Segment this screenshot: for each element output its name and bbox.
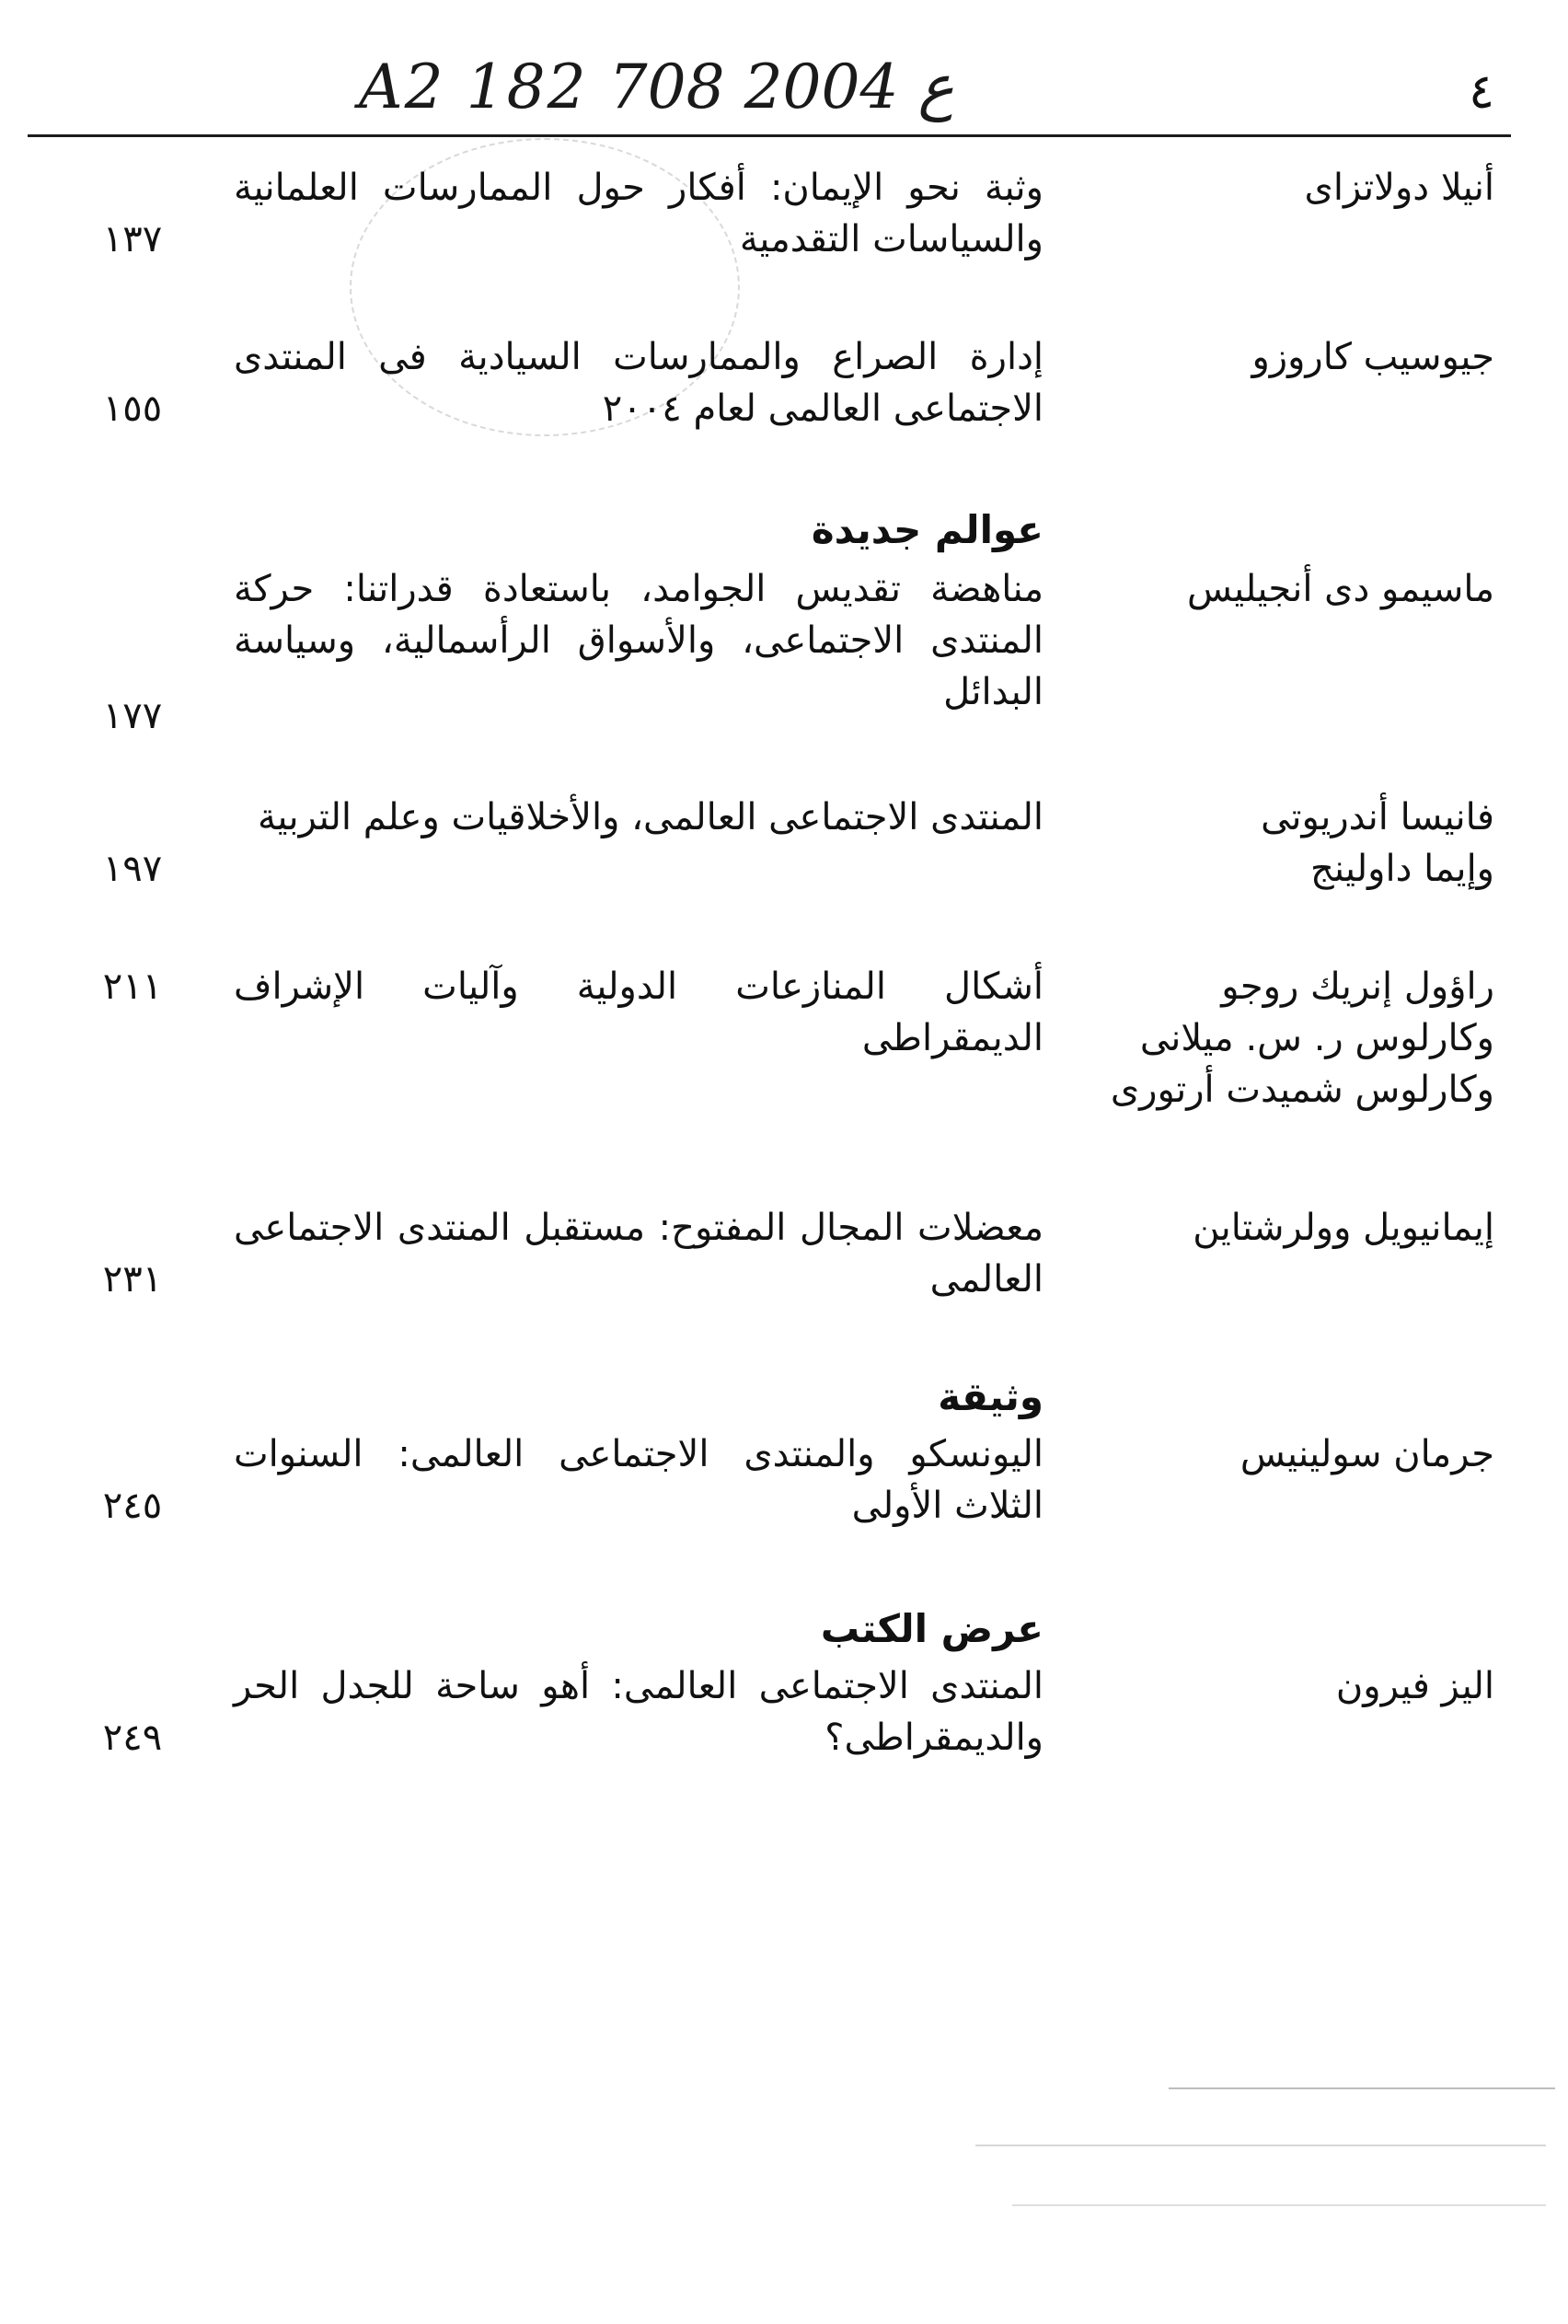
toc-author: ماسيمو دى أنجيليس xyxy=(1187,568,1494,610)
toc-entry xyxy=(59,331,1494,430)
toc-title: أشكال المنازعات الدولية وآليات الإشراف الديمقراطى xyxy=(234,965,1043,1059)
toc-page-number: ٢٤٩ xyxy=(102,1717,163,1759)
scan-artifact-line xyxy=(1169,2087,1555,2089)
page-number: ٤ xyxy=(1469,64,1494,120)
scan-artifact-line xyxy=(1012,2204,1546,2206)
toc-entry xyxy=(59,1428,1494,1527)
toc-author: راؤول إنريك روجو وكارلوس ر. س. ميلانى وكارلوس شميدت أرتورى xyxy=(1110,965,1494,1111)
toc-page-number: ١٩٧ xyxy=(102,848,163,890)
toc-entry xyxy=(59,1660,1494,1759)
toc-entry xyxy=(59,961,1494,1111)
toc-page-number: ١٧٧ xyxy=(102,695,163,737)
section-heading-document: وثيقة xyxy=(938,1374,1043,1419)
toc-title: المنتدى الاجتماعى العالمى: أهو ساحة للجدل الحر والديمقراطى؟ xyxy=(234,1665,1043,1759)
handwritten-catalog-note: A2 182 ع 2004 708 xyxy=(359,52,954,122)
toc-page-number: ٢٤٥ xyxy=(102,1485,163,1527)
toc-page-number: ١٣٧ xyxy=(102,218,163,260)
toc-entry xyxy=(59,1202,1494,1301)
toc-entry xyxy=(59,792,1494,890)
toc-entry xyxy=(59,563,1494,737)
scan-artifact-line xyxy=(975,2145,1546,2146)
toc-author: جيوسيب كاروزو xyxy=(1251,336,1494,378)
toc-author: أنيلا دولاتزاى xyxy=(1304,167,1494,209)
toc-title: وثبة نحو الإيمان: أفكار حول الممارسات العلمانية والسياسات التقدمية xyxy=(234,167,1043,260)
toc-title: اليونسكو والمنتدى الاجتماعى العالمى: السنوات الثلاث الأولى xyxy=(234,1433,1043,1527)
section-heading-new-worlds: عوالم جديدة xyxy=(811,507,1043,552)
toc-title: إدارة الصراع والممارسات السيادية فى المنتدى الاجتماعى العالمى لعام ٢٠٠٤ xyxy=(234,336,1043,430)
toc-author: اليز فيرون xyxy=(1335,1665,1494,1707)
toc-page-number: ٢٣١ xyxy=(102,1258,163,1301)
section-heading-book-review: عرض الكتب xyxy=(820,1606,1043,1651)
header-divider xyxy=(28,134,1511,137)
toc-author: فانيسا أندريوتى وإيما داولينج xyxy=(1261,796,1494,890)
toc-entry xyxy=(59,162,1494,260)
toc-title: المنتدى الاجتماعى العالمى، والأخلاقيات وعلم التربية xyxy=(257,796,1043,838)
toc-page-number: ١٥٥ xyxy=(102,387,163,430)
toc-page-number: ٢١١ xyxy=(102,965,163,1008)
toc-title: معضلات المجال المفتوح: مستقبل المنتدى الاجتماعى العالمى xyxy=(234,1207,1043,1301)
toc-author: إيمانيويل وولرشتاين xyxy=(1193,1207,1494,1249)
toc-title: مناهضة تقديس الجوامد، باستعادة قدراتنا: حركة المنتدى الاجتماعى، والأسواق الرأسمالية، وسياسة البدائل xyxy=(234,568,1043,713)
toc-author: جرمان سولينيس xyxy=(1239,1433,1494,1475)
